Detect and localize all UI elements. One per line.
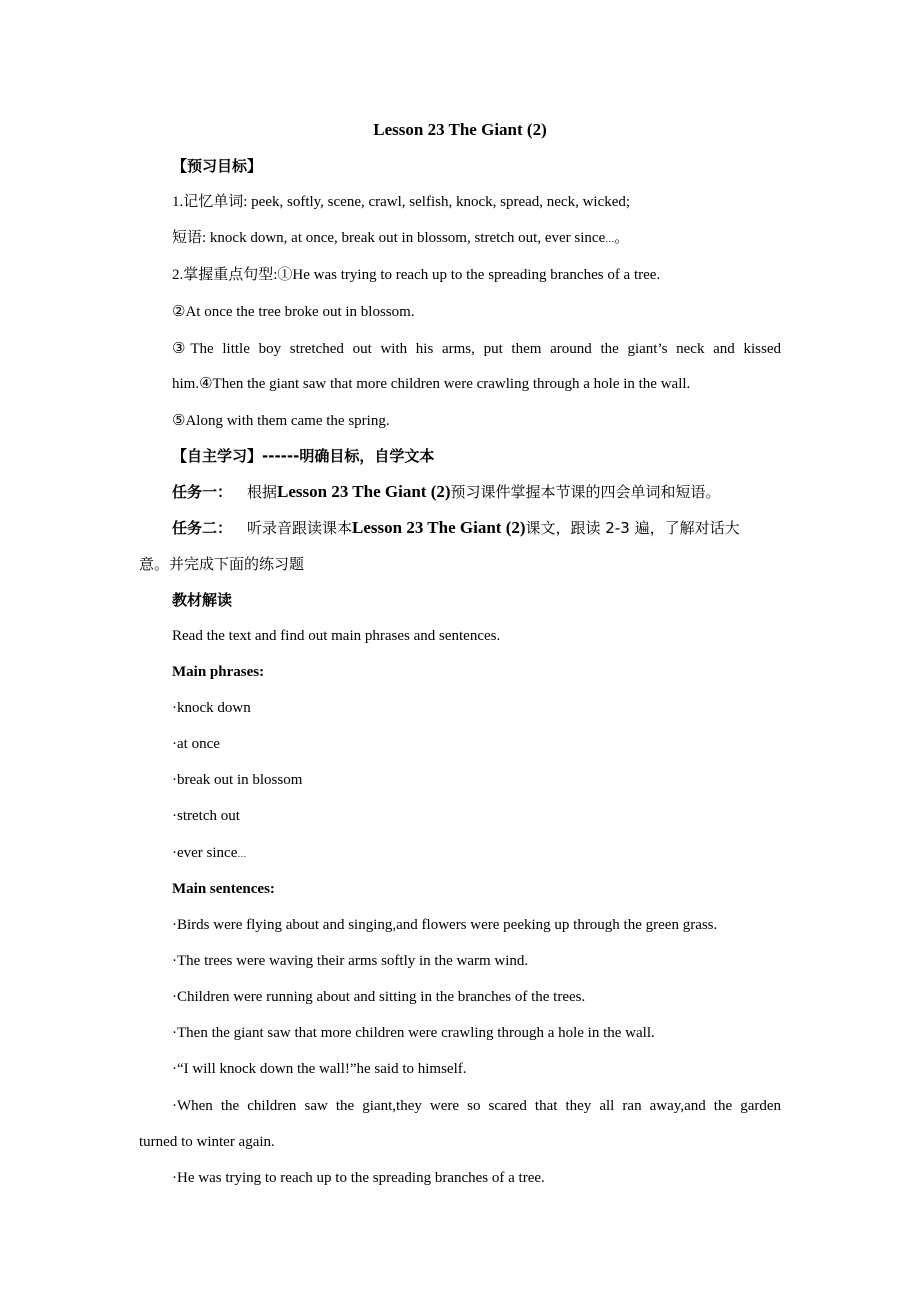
task-1-label: 任务一： [172, 483, 233, 501]
sentence-item: ·The trees were waving their arms softly in the warm wind. [172, 953, 529, 969]
sentence-item: ·Children were running about and sitting in the branches of the trees. [172, 989, 586, 1005]
phrase-text: ·ever since [172, 845, 238, 861]
phrase-item: ·break out in blossom [172, 772, 303, 788]
sentence-item-6-cont: turned to winter again. [139, 1134, 275, 1150]
sentence-item: ·Birds were flying about and singing,and flowers were peeking up through the green grass. [172, 917, 718, 933]
task-2-label: 任务二： [172, 519, 233, 537]
main-sentences-heading: Main sentences: [172, 881, 275, 897]
task-1 [172, 482, 721, 503]
self-study-heading: 【自主学习】------明确目标，自学文本 [172, 447, 435, 465]
sentence-item: ·Then the giant saw that more children were crawling through a hole in the wall. [172, 1025, 655, 1041]
preview-sentence-3-cont: him.④Then the giant saw that more children were crawling through a hole in the wall. [172, 376, 691, 392]
phrases-ellipsis: … [605, 234, 615, 244]
page-title: Lesson 23 The Giant (2) [373, 120, 547, 139]
textbook-instruction: Read the text and find out main phrases and sentences. [172, 628, 501, 644]
preview-sentence-2: ②At once the tree broke out in blossom. [172, 304, 415, 320]
phrase-ellipsis: … [237, 849, 247, 859]
preview-words: 1.记忆单词: peek, softly, scene, crawl, selfish, knock, spread, neck, wicked; [172, 194, 631, 210]
sentence-item-6: ·When the children saw the giant,they were so scared that they all ran away,and the garden [172, 1098, 781, 1114]
phrase-item: ·knock down [172, 700, 251, 716]
task-1-post: 预习课件掌握本节课的四会单词和短语。 [450, 483, 721, 501]
phrases-text: 短语: knock down, at once, break out in blossom, stretch out, ever since [172, 230, 606, 246]
phrase-item-ever-since [172, 843, 246, 864]
task-2 [172, 518, 740, 539]
preview-sentence-3: ③The little boy stretched out with his arms, put them around the giant’s neck and kissed [172, 341, 781, 357]
sentence-item-7: ·He was trying to reach up to the spreading branches of a tree. [172, 1170, 545, 1186]
preview-sentence-1: 2.掌握重点句型:①He was trying to reach up to the spreading branches of a tree. [172, 267, 661, 283]
preview-phrases [172, 228, 629, 249]
task-1-lesson: Lesson 23 The Giant (2) [277, 482, 451, 501]
task-2-cont: 意。并完成下面的练习题 [139, 555, 305, 573]
textbook-heading: 教材解读 [172, 591, 233, 609]
task-2-pre: 听录音跟读课本 [247, 519, 353, 537]
task-2-lesson: Lesson 23 The Giant (2) [352, 518, 526, 537]
phrase-item: ·stretch out [172, 808, 240, 824]
task-2-post: 课文，跟读 2-3 遍，了解对话大 [525, 519, 740, 537]
sentence-item: ·“I will knock down the wall!”he said to himself. [172, 1061, 467, 1077]
preview-heading: 【预习目标】 [172, 157, 263, 175]
phrase-item: ·at once [172, 736, 220, 752]
preview-sentence-5: ⑤Along with them came the spring. [172, 413, 390, 429]
task-1-pre: 根据 [247, 483, 278, 501]
main-phrases-heading: Main phrases: [172, 664, 265, 680]
phrases-end: 。 [614, 230, 630, 246]
